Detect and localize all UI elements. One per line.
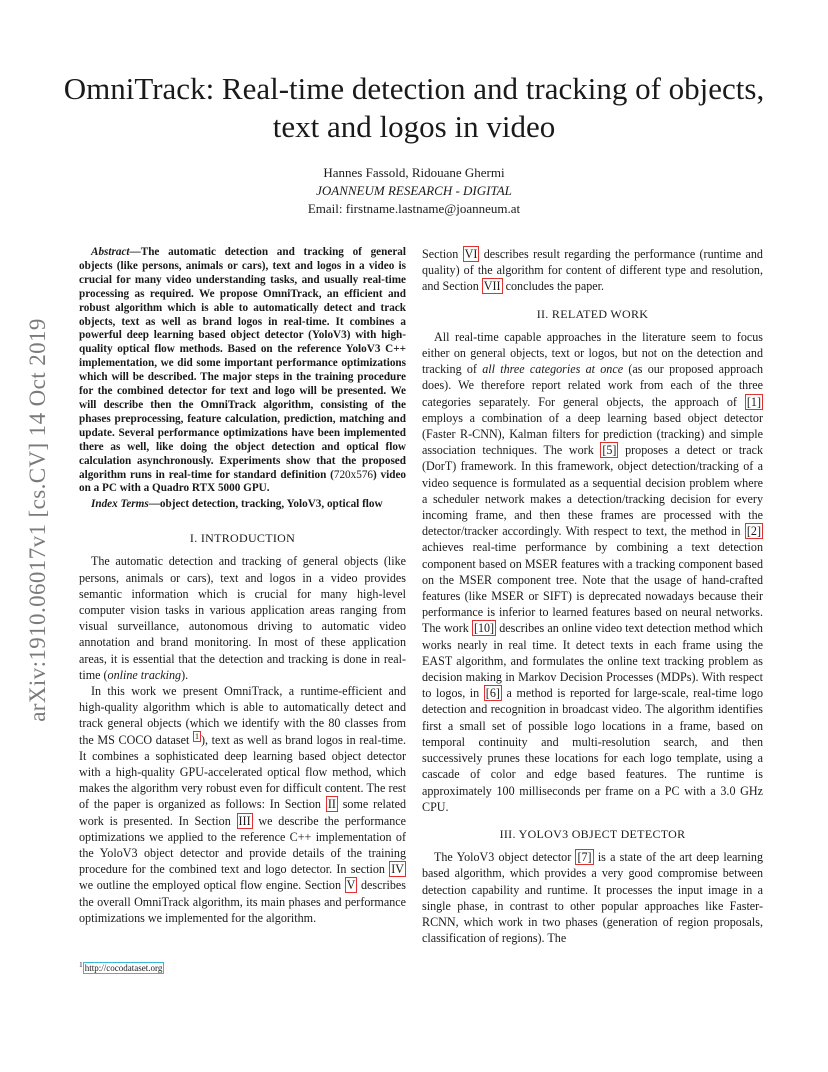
section-heading-yolov3: III. YOLOV3 OBJECT DETECTOR: [499, 826, 686, 841]
footnote-mark: 1: [79, 960, 83, 969]
abstract-resolution: 720x576: [333, 468, 373, 481]
citation-link-6[interactable]: [6]: [485, 686, 500, 701]
intro-p2-text-b: ), text as well as brand logos in real-time. It combines a sophisticated deep learning based object detector with a high-quality GPU-accelerated optical flow method, which makes the algorithm very robust even for difficult content. The rest of the paper is organized as follows: In Section: [79, 732, 406, 812]
section-link-iv[interactable]: IV: [391, 862, 404, 877]
section-link-vi[interactable]: VI: [464, 247, 478, 261]
author-affiliation: JOANNEUM RESEARCH - DIGITAL: [316, 183, 512, 198]
abstract-text-2: ) video on a PC with a Quadro RTX 5000 GPU.: [79, 468, 406, 495]
footnote-url-link[interactable]: http://cocodataset.org: [84, 963, 163, 973]
author-email: Email: firstname.lastname@joanneum.at: [307, 201, 521, 216]
yolo-text-a: The YoloV3 object detector: [434, 850, 576, 865]
footnote: [79, 960, 164, 973]
related-work-paragraph: [422, 329, 763, 815]
related-emphasis: all three categories at once: [482, 362, 624, 377]
yolo-text-b: is a state of the art deep learning based algorithm, which provides a very good compromise between detection capability and runtime. It processes the input image in a single phase, in contrast to other popular approaches like Faster-RCNN, which work in two phases (generation of region proposals, classification of regions). The: [422, 850, 763, 946]
intro-paragraph-1: [79, 553, 406, 683]
related-text-b: (as our proposed approach does). We therefore report related work from each of the three categories separately. For general objects, the approach of: [422, 362, 764, 409]
related-text-g: a method is reported for large-scale, real-time logo detection and recognition in broadcast video. The algorithm identifies first a small set of possible logo locations in a frame, based on temporal continuity and multi-resolution search, and then successively prunes these locations for each logo template, using a cascade of color and edge based features. The runtime is approximately 100 milliseconds per frame on a PC with a 3.0 GHz CPU.: [422, 686, 763, 814]
cont-text-a: Section: [422, 247, 463, 261]
intro-p2-text-a: In this work we present OmniTrack, a runtime-efficient and high-quality algorithm which is able to automatically detect and track general objects (which we identify with the 80 classes from the MS COCO dataset: [79, 684, 406, 747]
citation-link-1[interactable]: [1]: [746, 394, 761, 409]
yolo-paragraph: [422, 849, 763, 946]
section-link-vii[interactable]: VII: [483, 279, 501, 294]
section-link-iii[interactable]: III: [238, 813, 251, 828]
abstract: [79, 246, 406, 496]
citation-link-10[interactable]: [10]: [473, 621, 495, 636]
citation-link-5[interactable]: [5]: [602, 443, 617, 458]
left-column: [79, 246, 406, 926]
intro-paragraph-2: [79, 683, 406, 926]
index-terms-label: Index Terms: [91, 498, 149, 511]
intro-p1-emphasis: online tracking: [107, 667, 182, 682]
abstract-text-1: The automatic detection and tracking of general objects (like persons, animals or cars), text and logos in a video is crucial for many video understanding tasks, and usually real-time processing as required. We propose OmniTrack, an efficient and robust algorithm which is able to automatically detect and track objects, text as well as brand logos in real-time. It combines a powerful deep learning based object detector (YoloV3) with high-quality optical flow methods. Based on the reference YoloV3 C++ implementation, we did some important performance optimizations which will be described. The major steps in the training procedure for the combined detector for text and logo will be presented. We will describe then the OmniTrack algorithm, consisting of the phases preprocessing, feature calculation, prediction, matching and update. Several performance optimizations have been implemented there as well, like doing the object detection and optical flow calculation asynchronously. Experiments show that the proposed algorithm runs in real-time for standard definition (: [79, 246, 406, 481]
section-link-ii[interactable]: II: [327, 797, 336, 812]
related-text-a: All real-time capable approaches in the literature seem to focus either on general objects, text or logos, but not on the detection and tracking of: [422, 329, 763, 377]
related-text-c: employs a combination of a deep learning based object detector (Faster R-CNN), Kalman filters for prediction (tracking) and simple association techniques. The work: [422, 410, 763, 458]
intro-p1-end: ).: [181, 667, 189, 682]
abstract-dash: —: [129, 246, 141, 258]
related-text-d: proposes a detect or track (DorT) framework. In this framework, object detection/tracking of a video sequence is formulated as a sequential decision problem where a scheduler network makes a detection/tracking decision for every incoming frame, and then these frames are processed with the detector/tracker accordingly. With respect to text, the method in: [422, 443, 763, 539]
footnote-link[interactable]: 1: [194, 731, 199, 741]
section-link-v[interactable]: V: [346, 878, 356, 893]
arxiv-side-stamp: [18, 290, 58, 750]
related-text-f: describes an online video text detection method which works nearly in real time. It detect texts in each frame using the EAST algorithm, and formulates the online text tracking problem as decision making in Markov Decision Processes (MDPs). With respect to logos, in: [422, 621, 763, 701]
cont-text-c: concludes the paper.: [502, 279, 605, 294]
intro-p2-text-d: we describe the performance optimizations we applied to the reference C++ implementation of the YoloV3 object detector and provide details of the training procedure for the combined text and logo detector. In section: [79, 813, 407, 877]
index-terms-text: —object detection, tracking, YoloV3, optical flow: [148, 498, 383, 511]
citation-link-2[interactable]: [2]: [746, 524, 761, 539]
intro-p2-text-f: describes the overall OmniTrack algorithm, its main phases and performance optimizations we implemented for the algorithm.: [79, 878, 406, 925]
author-names: Hannes Fassold, Ridouane Ghermi: [323, 165, 505, 180]
intro-continuation: [422, 246, 763, 295]
related-text-e: achieves real-time performance by combining a text detection component based on MSER features with a tracking component based on the MSER component tree. Note that the usage of hand-crafted features (like MSER or SIFT) is deprecated nowadays because their performance is inferior to learned features based on neural networks. The work: [422, 540, 763, 636]
section-heading-related-work: II. RELATED WORK: [536, 306, 649, 321]
intro-p1-text: The automatic detection and tracking of general objects (like persons, animals or cars), text and logos in a video provides semantic information which is crucial for many high-level computer vision tasks in various application areas ranging from visual surveillance, autonomous driving to automatic video annotation and brand monitoring. In most of these application areas, it is essential that the detection and tracking is done in real-time (: [79, 554, 406, 682]
arxiv-identifier: arXiv:1910.06017v1 [cs.CV] 14 Oct 2019: [25, 318, 50, 722]
abstract-label: Abstract: [91, 246, 130, 258]
cont-text-b: describes result regarding the performance (runtime and quality) of the algorithm for content of different type and resolution, and Section: [422, 247, 763, 294]
right-column: [422, 246, 763, 946]
author-block: [60, 164, 768, 218]
section-heading-introduction: I. INTRODUCTION: [189, 531, 296, 546]
paper-title: OmniTrack: Real-time detection and tracking of objects, text and logos in video: [63, 71, 765, 144]
citation-link-7[interactable]: [7]: [577, 850, 592, 865]
index-terms: [79, 498, 406, 512]
intro-p2-text-c: some related work is presented. In Section: [79, 797, 406, 828]
intro-p2-text-e: we outline the employed optical flow engine. Section: [79, 878, 345, 893]
